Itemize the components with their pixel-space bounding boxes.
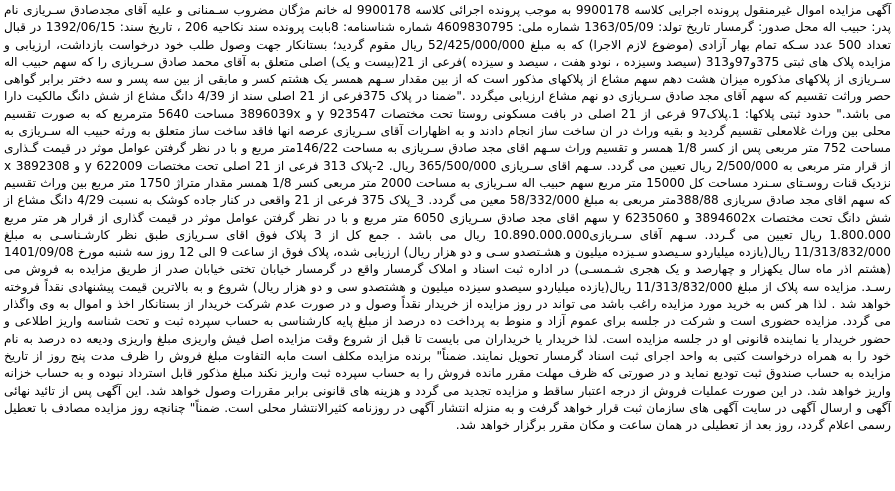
auction-notice-text: آگهی مزایده اموال غیرمنقول پرونده اجرایی کلاسه 9900178 به موجب پرونده اجرائی کلاسه 9900178 له خانم مژگان مضروب سـمنانی و علیه آقای مجدصادق سـریازی نام پدر: حبیب اله محل صدور: گرمسار تاریخ تولد: 1363/05/09 شماره ملی: 4609830795 شماره شناسنامه: 8بابت پرونده سند نکاحیه 206 ، تاریخ سند: 1392/06/15 در قبال تعداد 500 عدد سـکه تمام بهار آزادی (موضوع لازم الاجرا) که به مبلغ 52/425/000/000 ریال مقوم گردید؛ بستانکار جهت وصول طلب خود درخواست بازداشت، ارزیابی و مزایده پلاک های ثبتی 375و97و313 (سیصد وسیزده ، نودو هفت ، سیصد و سیزده )فرعی از 21(بیست و یک) اصلی متعلق به آقای محمد صادق سـریازی را که سهم حبیب اله سـریازی از پلاکهای مذکوره میزان هشت دهم سهم مشاع از پلاکهای مذکور است که از بین مقدار سـهم همسر یک هشتم کسر و مابقی از بین سه پسر و سه دختر برابر گواهی حصر وراثت تقسیم که سهم آقای مجد صادق سـریازی دو نهم مشاع ارزیابی میگردد ."ضمنا در پلاک 375فرعی از 21 اصلی سند از 4/39 دانگ مشاع از شش دانگ مالکیت دارا می باشد." حدود ثبتی پلاکها: 1.پلاک97 فرعی از 21 اصلی در بافت مسکونی روستا تحت مختصات 923547 y و 3896039x مساحت 5640 مترمربع که به صورت تقسیم محلی بین وراث غلامعلی تقسیم گردید و بقیه وراث در ان ساخت ساز انجام دادند و به اظهارات آقای سـریازی عرصه انها فاقد ساخت ساز متعلق به ورثه حبیب اله سـریازی به مساحت 752 متر مربعی پس از کسر 1/8 همسر و تقسیم وراث سـهم اقای مجد صادق سـریازی به مساحت 146/22متر مربع و با در نظر گرفتن عوامل موثر در قیمت گـذاری از قرار متر مربعی به 2/500/000 ریال تعیین می گردد. سـهم اقای سـریازی 365/500/000 ریال. 2-پلاک 313 فرعی از 21 اصلی تحت مختصات 622009 y و 3892308 x نزدیک قنات روسـتای سـنرد مساحت کل 15000 متر مربع سهم حبیب اله سـریازی به مساحت 2000 متر مربعی کسر 1/8 همسر مقدار متراژ 1750 متر مربع بین وراث تقسیم که سهم اقای مجد صادق سریازی 388/88متر مربعی به مبلغ 58/332/000 معین می گردد. 3_پلاک 375 فرعی از 21 واقعی در کنار جاده کوشک به نسبت 4/29 دانگ مشاع از شش دانگ تحت مختصات 3894602x و 6235060 y سهم اقای مجد صادق سـریازی 6050 متر مربع و با در نظر گرفتن عوامل موثر در قیمت گذاری از قرار هر متر مربع 1.800.000 ریال تعیین می گـردد. سـهم آقای سـریازی10.890.000.000 ریال می باشد . جمع کل از 3 پلاک فوق اقای سـریازی طبق نظر کارشـناسـی به مبلغ 11/313/832/000 ریال(یازده میلیاردو سـیصدو سـیزده میلیون و هشـتصدو سـی و دو هزار ریال) ارزیابی شده، پلاک فوق از ساعت 9 الی 12 روز سه شنبه مورخ 1401/09/08 (هشتم اذر ماه سال یکهزار و چهارصد و یک هجری شـمسـی) در اداره ثبت اسناد و املاک گرمسار واقع در گرمسار خیابان تختی خیابان صدر از طریق مزایده به فروش می رسـد. مزایده سه پلاک از مبلغ 11/313/832/000 ریال(یازده میلیاردو سیصدو سیزده میلیون و هشتصدو سی و دو هزار ریال) شروع و به بالاترین قیمت پیشنهادی نقداً فروخته خواهد شد . لذا هر کس به خرید مورد مزایده راغب باشد می تواند در روز مزایده از خریدار نقداً وصول و در صورت عدم شرکت خریدار از بستانکار اخذ و اموال به وی واگذار می گردد. مزایده حضوری است و شرکت در جلسه برای عموم آزاد و منوط به پرداخت ده درصد از مبلغ پایه کارشناسی به حساب سپرده ثبت و تحت شناسه واریز اطلاعی و حضور خریدار یا نماینده قانونی او در جلسه مزایده است. لذا خریدار یا خریداران می بایست تا قبل از شروع وقت مزایده اصل فیش واریزی مبلغ واریزی ودیعه ده درصد به نام خود را به همراه درخواست کتبی به واحد اجرای ثبت اسناد گرمسار تحویل نمایند. ضمناً" برنده مزایده مکلف است مابه التفاوت مبلغ فروش را ظرف مدت پنج روز از تاریخ مزایده به حساب صندوق ثبت تودیع نماید و در صورتی که ظرف مهلت مقرر مانده فروش را به حساب سپرده ثبت واریز نکند مبلغ مذکور قابل استرداد نبوده و به حساب خزانه واریز خواهد شد. در این صورت عملیات فروش از درجه اعتبار ساقط و مزایده تجدید می گردد و هزینه های قانونی برابر مقررات وصول خواهد شد. این آگهی پس از تائید نهائی آگهی و ارسال آگهی در سایت آگهی های سازمان ثبت قرار خواهد گرفت و به منزله انتشار آگهی در روزنامه کثیرالانتشار محلی است. ضمناً" چنانچه روز مزایده مصادف با تعطیل رسمی اعلام گردد، روز بعد از تعطیلی در همان ساعت و مکان مقرر برگزار خواهد شد. [4,3,892,433]
